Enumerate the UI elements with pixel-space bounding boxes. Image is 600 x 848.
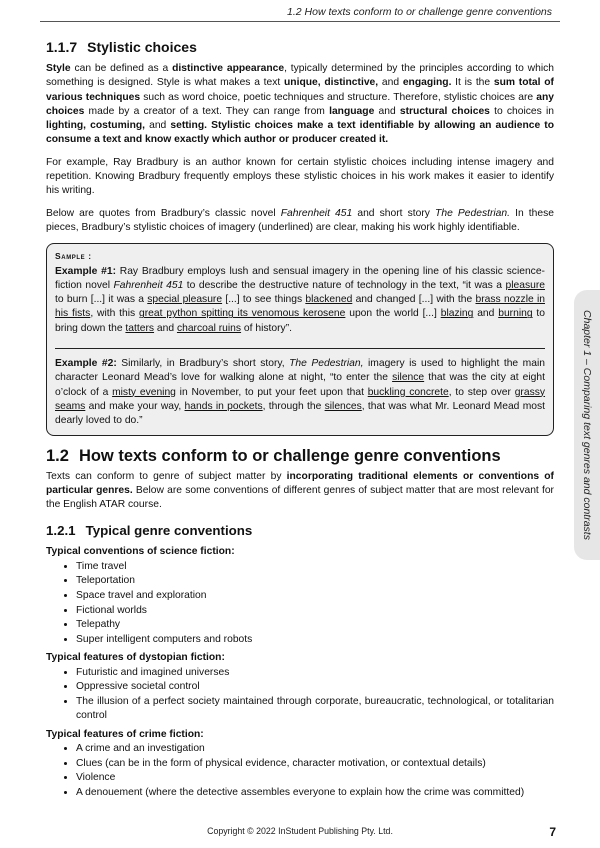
genre-list-crime-fiction	[46, 728, 554, 801]
section-number: 1.2	[46, 446, 69, 465]
list-heading: Typical features of dystopian fiction:	[46, 652, 225, 664]
underlined-imagery: special pleasure	[147, 294, 223, 306]
genre-intro-paragraph	[46, 470, 554, 513]
underlined-imagery: brass nozzle in his fists	[55, 294, 545, 320]
text-run: , that was what Mr. Leonard Mead most dearly loved to do.”	[55, 400, 546, 427]
bold-text: Example #2:	[55, 358, 117, 370]
bold-text: Style	[46, 63, 71, 74]
list-item: • A crime and an investigation	[76, 742, 554, 757]
bullet-list	[46, 666, 554, 724]
text-run: to choices in	[489, 105, 555, 117]
section-heading-1-2	[46, 446, 554, 466]
section-heading-1-2-1	[46, 522, 554, 539]
text-run: imagery is used to highlight the main character Leonard Mead’s love for walking alone at night, “to enter the	[55, 358, 545, 384]
bold-text: Example #1:	[55, 265, 116, 277]
list-item: • Futuristic and imagined universes	[76, 666, 554, 681]
text-run: , through the	[262, 400, 325, 412]
text-run: that was the city at eight o’clock of a	[55, 372, 545, 398]
text-run: In these pieces, Bradbury’s stylistic choices of imagery (underlined) are clear, making his work highly identifiable.	[46, 207, 554, 233]
text-run: such as word choice, poetic techniques and structure. Therefore, stylistic choices are	[140, 91, 537, 103]
bradbury-example-paragraph: For example, Ray Bradbury is an author known for certain stylistic choices including intense imagery and repetition. Knowing Bradbury frequently employs these stylistic choices in his work makes it easier to identify his writing.	[46, 156, 554, 197]
bold-text: lighting, costuming,	[46, 120, 146, 132]
text-run: and	[378, 77, 403, 89]
section-title: How texts conform to or challenge genre conventions	[78, 446, 501, 465]
text-run: Texts can conform to genre of subject matter by	[46, 470, 287, 482]
running-header: 1.2 How texts conform to or challenge genre conventions	[287, 6, 552, 18]
list-item: • Teleportation	[76, 574, 554, 589]
genre-list-science-fiction	[46, 545, 554, 647]
text-run: and changed [...] with the	[352, 294, 476, 306]
chapter-side-tab-label: Chapter 1 – Comparing text genres and contrasts	[581, 310, 593, 540]
section-number: 1.1.7	[46, 39, 78, 55]
bold-text: sum total of various techniques	[46, 77, 554, 103]
page-content	[46, 38, 554, 805]
section-title: Typical genre conventions	[85, 523, 253, 539]
text-run: and	[145, 120, 171, 132]
bold-text: any choices	[46, 91, 555, 117]
text-run: of history”.	[241, 322, 292, 334]
bold-text: engaging.	[402, 77, 452, 89]
bold-text: setting.	[170, 120, 207, 132]
underlined-imagery: grassy seams	[55, 386, 546, 412]
underlined-imagery: pleasure	[505, 279, 545, 291]
example-2-paragraph	[55, 357, 545, 428]
style-definition-paragraph	[46, 62, 554, 148]
underlined-imagery: blazing	[440, 308, 474, 320]
underlined-imagery: great python spitting its venomous kerosene	[139, 308, 346, 320]
text-run: Below are some conventions of different genres of subject matter that are most relevant for the English ATAR course.	[46, 484, 554, 511]
text-run: , typically determined by the principles according to which something is designed. Style is what makes a text	[46, 63, 554, 89]
text-run: made by a creator of a text. They can range from	[84, 105, 330, 117]
footer-copyright: Copyright © 2022 InStudent Publishing Pty. Ltd.	[207, 826, 393, 836]
underlined-imagery: burning	[498, 308, 533, 320]
text-run: Similarly, in Bradbury’s short story,	[116, 358, 290, 370]
underlined-imagery: buckling concrete	[367, 386, 449, 398]
text-run: Ray Bradbury employs lush and sensual imagery in the opening line of his classic science-fiction novel	[55, 265, 545, 291]
text-run: can be defined as a	[70, 63, 173, 74]
chapter-side-tab	[574, 290, 600, 560]
text-run: and make your way,	[85, 400, 185, 412]
bold-text: structural choices	[399, 105, 490, 117]
underlined-imagery: blackened	[305, 294, 353, 306]
list-item: • Clues (can be in the form of physical evidence, character motivation, or contextual details)	[76, 757, 554, 772]
text-run: to burn [...] it was a	[55, 294, 148, 306]
text-run: , with this	[90, 308, 140, 320]
text-run: and	[154, 322, 177, 334]
underlined-imagery: silence	[392, 372, 425, 384]
section-heading-1-1-7	[46, 38, 554, 56]
example-1-paragraph	[55, 265, 545, 336]
sample-divider	[55, 348, 545, 349]
text-run: to bring down the	[55, 308, 546, 334]
text-run: in November, to put your feet upon that	[175, 386, 368, 398]
section-title: Stylistic choices	[87, 39, 197, 55]
text-run: Below are quotes from Bradbury’s classic novel	[46, 207, 281, 219]
sample-label: Sample :	[55, 251, 92, 262]
text-run: and short story	[352, 207, 436, 219]
list-item: • Oppressive societal control	[76, 680, 554, 695]
text-run: and	[374, 105, 400, 117]
text-run: It is the	[451, 77, 494, 89]
text-run: , to step over	[448, 386, 515, 398]
list-item: • The illusion of a perfect society maintained through corporate, bureaucratic, technological, or totalitarian control	[76, 695, 554, 724]
bullet-list	[46, 742, 554, 800]
list-item: • A denouement (where the detective assembles everyone to explain how the crime was committed)	[76, 786, 554, 801]
genre-list-dystopian-fiction	[46, 651, 554, 724]
list-heading: Typical features of crime fiction:	[46, 728, 204, 740]
quotes-intro-paragraph	[46, 207, 554, 236]
italic-text: The Pedestrian.	[435, 207, 510, 219]
list-heading: Typical conventions of science fiction:	[46, 546, 235, 558]
bold-text: unique, distinctive,	[284, 77, 379, 89]
underlined-imagery: charcoal ruins	[176, 322, 242, 334]
underlined-imagery: misty evening	[112, 386, 176, 398]
bold-text: language	[329, 105, 375, 117]
section-number: 1.2.1	[46, 523, 76, 539]
page-number: 7	[549, 825, 556, 839]
list-item: • Violence	[76, 771, 554, 786]
list-item: • Telepathy	[76, 618, 554, 633]
underlined-imagery: silences	[324, 400, 362, 412]
list-item: • Time travel	[76, 560, 554, 575]
sample-box	[46, 243, 554, 435]
list-item: • Space travel and exploration	[76, 589, 554, 604]
bold-text: incorporating traditional elements or conventions of particular genres.	[46, 470, 554, 496]
header-rule	[40, 21, 560, 22]
italic-text: Fahrenheit 451	[113, 279, 184, 291]
text-run: to describe the destructive nature of technology in the text, “it was a	[183, 279, 506, 291]
underlined-imagery: hands in pockets	[184, 400, 263, 412]
text-run: [...] to see things	[222, 294, 306, 306]
text-run: and	[473, 308, 499, 320]
list-item: • Fictional worlds	[76, 604, 554, 619]
bold-text: Stylistic choices make a text identifiable by allowing an audience to consume a text and know exactly which author or producer created it.	[46, 120, 554, 146]
bold-text: distinctive appearance	[172, 63, 285, 74]
text-run: upon the world [...]	[345, 308, 441, 320]
underlined-imagery: tatters	[125, 322, 155, 334]
list-item: • Super intelligent computers and robots	[76, 633, 554, 648]
italic-text: The Pedestrian,	[289, 358, 364, 370]
italic-text: Fahrenheit 451	[280, 207, 353, 219]
bullet-list	[46, 560, 554, 648]
